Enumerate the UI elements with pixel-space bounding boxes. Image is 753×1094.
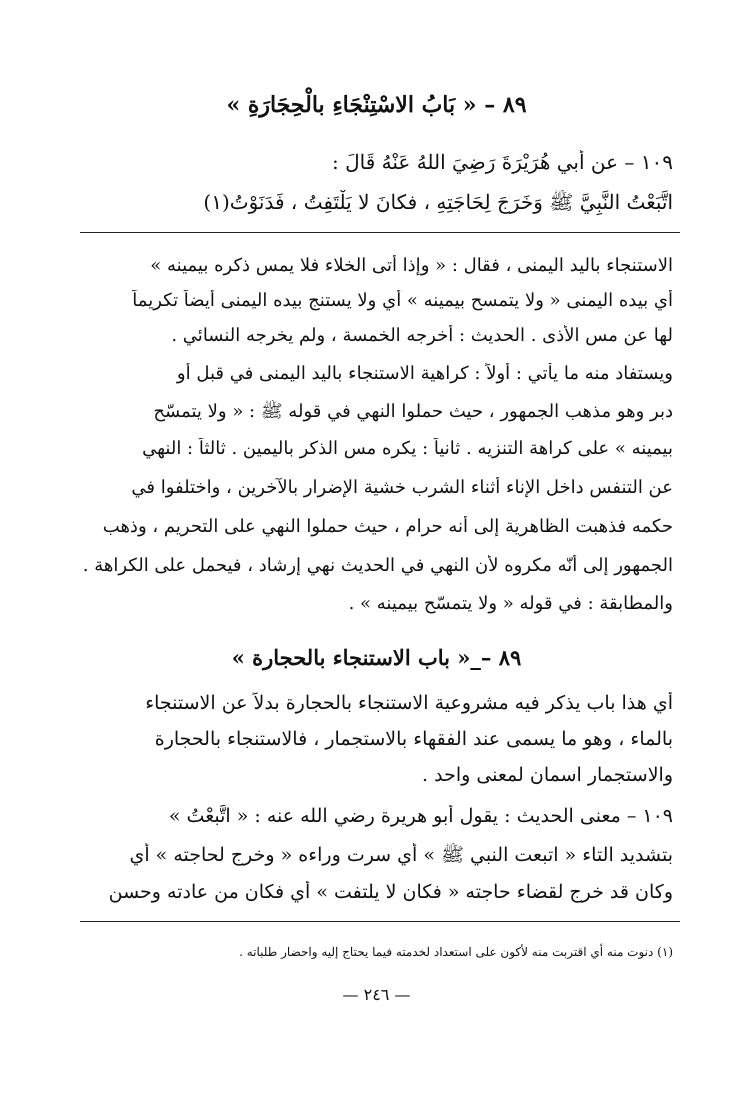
commentary-line: لها عن مس الأذى . الحديث : أخرجه الخمسة ، ولم يخرجه النسائي . [171, 325, 673, 346]
commentary-line: دبر وهو مذهب الجمهور ، حيث حملوا النهي في قوله ﷺ : « ولا يتمسّح [153, 401, 673, 422]
footnote-divider [80, 921, 680, 922]
page-number: — ٢٤٦ — [342, 985, 411, 1004]
commentary-line: والمطابقة : في قوله « ولا يتمسّح بيمينه » . [348, 593, 673, 614]
explanation-line: بالماء ، وهو ما يسمى عند الفقهاء بالاستجمار ، فالاستنجاء بالحجارة [154, 728, 673, 750]
commentary-line: عن التنفس داخل الإناء أثناء الشرب خشية الإضرار بالآخرين ، واختلفوا في [131, 477, 673, 498]
hadith-intro-line: ١٠٩ – عن أبي هُرَيْرَةَ رَضِيَ اللهُ عَنْهُ قَالَ : [332, 150, 673, 174]
commentary-line: الاستنجاء باليد اليمنى ، فقال : « وإذا أتى الخلاء فلا يمس ذكره بيمينه » [150, 255, 673, 276]
section-heading: ٨٩ –_« باب الاستنجاء بالحجارة » [231, 645, 522, 670]
commentary-line: أي بيده اليمنى « ولا يتمسح بيمينه » أي ولا يستنج بيده اليمنى أيضاً تكريماً [132, 290, 673, 311]
chapter-heading: ٨٩ – « بَابُ الاسْتِنْجَاءِ بالْحِجَارَةِ » [226, 92, 527, 118]
commentary-line: بيمينه » على كراهة التنزيه . ثانياً : يكره مس الذكر باليمين . ثالثاً : النهي [142, 438, 673, 459]
explanation-line: والاستجمار اسمان لمعنى واحد . [422, 764, 673, 786]
explanation-line: أي هذا باب يذكر فيه مشروعية الاستنجاء بالحجارة بدلاً عن الاستنجاء [145, 692, 673, 714]
hadith-divider [80, 232, 680, 233]
explanation-line: بتشديد التاء « اتبعت النبي ﷺ » أي سرت وراءه « وخرج لحاجته » أي [129, 844, 673, 866]
explanation-line: ١٠٩ – معنى الحديث : يقول أبو هريرة رضي الله عنه : « اتَّبعْتُ » [168, 805, 673, 827]
commentary-line: الجمهور إلى أنّه مكروه لأن النهي في الحديث نهي إرشاد ، فيحمل على الكراهة . [82, 555, 673, 576]
commentary-line: ويستفاد منه ما يأتي : أولاً : كراهية الاستنجاء باليد اليمنى في قبل أو [176, 363, 673, 384]
commentary-line: حكمه فذهبت الظاهرية إلى أنه حرام ، حيث حملوا النهي على التحريم ، وذهب [102, 516, 673, 537]
explanation-line: وكان قد خرج لقضاء حاجته « فكان لا يلتفت » أي فكان من عادته وحسن [108, 881, 673, 903]
hadith-text-line: اتَّبَعْتُ النَّبِيَّ ﷺ وَخَرَجَ لِحَاجَتِهِ ، فكانَ لا يَلْتَفِتُ ، فَدَنَوْتُ(١) [203, 190, 673, 214]
footnote: (١) دنوت منه أي اقتربت منه لأكون على استعداد لخدمته فيما يحتاج إليه واحضار طلباته . [239, 945, 673, 959]
